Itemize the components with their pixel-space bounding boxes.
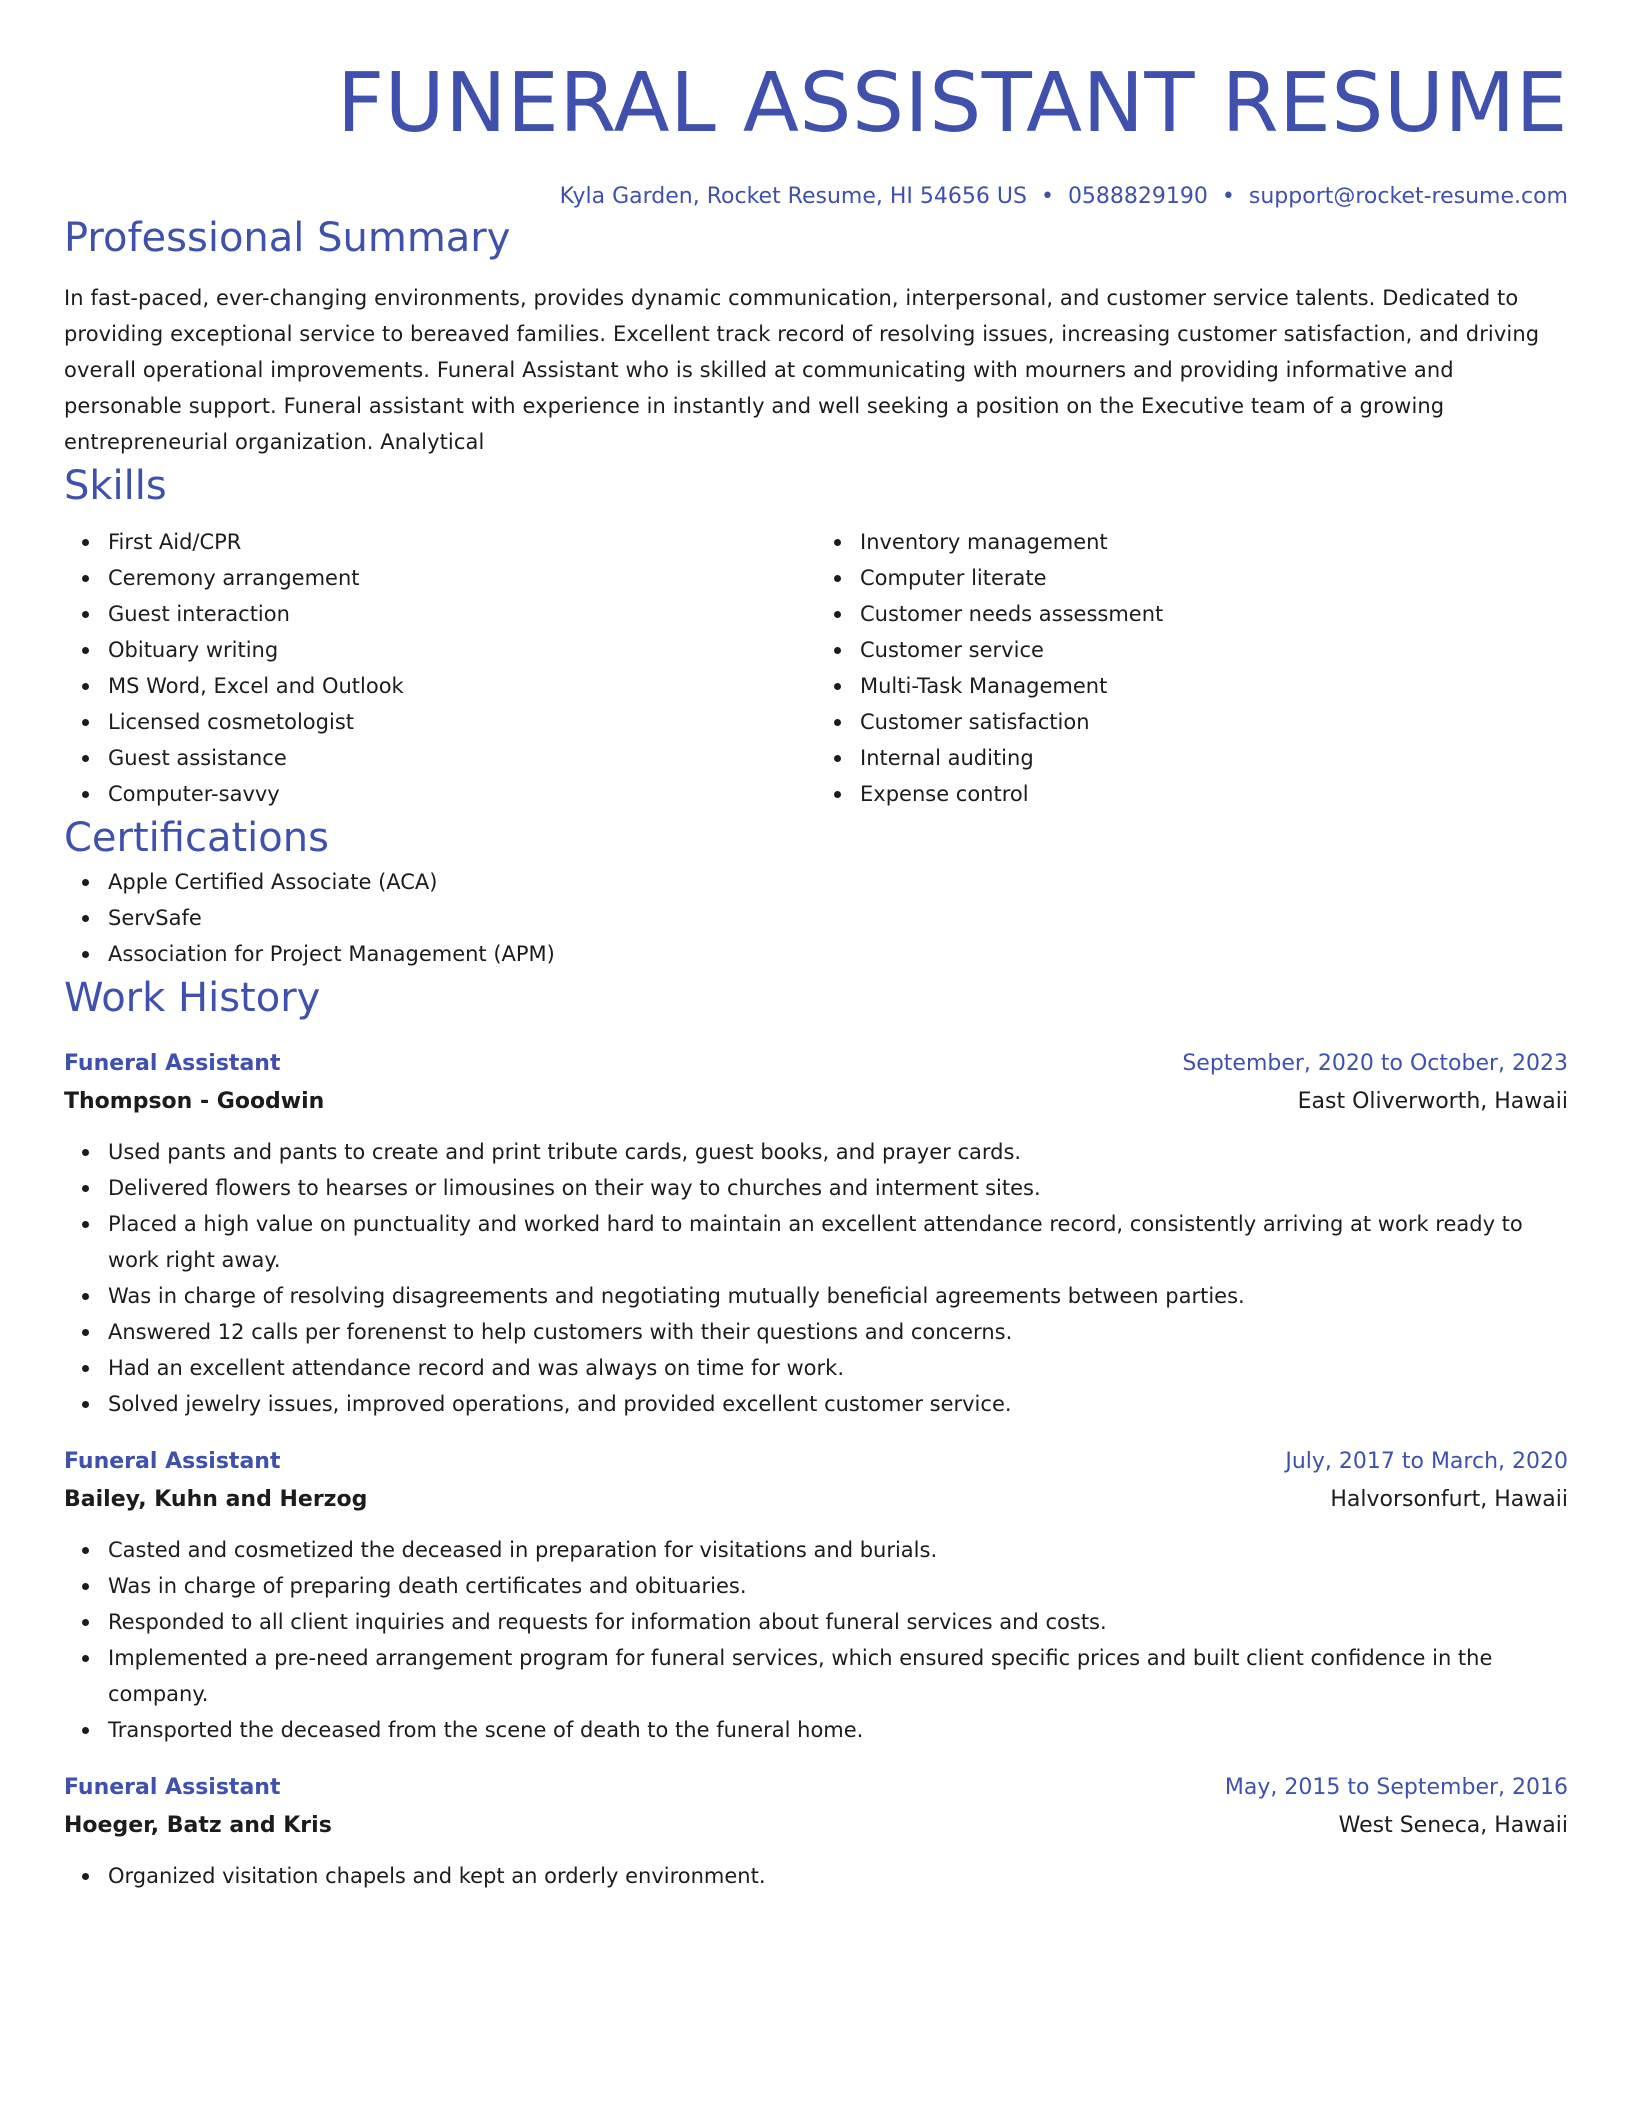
job-dates: September, 2020 to October, 2023 (1182, 1051, 1568, 1076)
job-bullet: Was in charge of preparing death certificates and obituaries. (108, 1568, 1568, 1604)
job-bullets (64, 1858, 1568, 1894)
skill-item: First Aid/CPR (108, 524, 816, 560)
summary-text: In fast-paced, ever-changing environments, provides dynamic communication, interpersonal, and customer service talents. Dedicated to providing exceptional service to bereaved families. Excellent track record of resolving issues, increasing customer satisfaction, and driving overall operational improvements. Funeral Assistant who is skilled at communicating with mourners and providing informative and personable support. Funeral assistant with experience in instantly and well seeking a position on the Executive team of a growing entrepreneurial organization. Analytical (64, 286, 1540, 454)
skill-item: Obituary writing (108, 632, 816, 668)
skill-item: Customer service (860, 632, 1568, 668)
job-entry (64, 1046, 1568, 1422)
skill-item: MS Word, Excel and Outlook (108, 668, 816, 704)
certifications-list (64, 864, 1568, 972)
job-title: Funeral Assistant (64, 1449, 281, 1474)
job-title-row (64, 1046, 1568, 1082)
summary-heading: Professional Summary (64, 215, 511, 261)
skill-item: Computer-savvy (108, 776, 816, 812)
job-title: Funeral Assistant (64, 1775, 281, 1800)
contact-address: Kyla Garden, Rocket Resume, HI 54656 US (559, 184, 1027, 209)
contact-email: support@rocket-resume.com (1248, 184, 1568, 209)
skill-item: Multi-Task Management (860, 668, 1568, 704)
skill-item: Guest assistance (108, 740, 816, 776)
job-bullets (64, 1532, 1568, 1748)
certification-item: Association for Project Management (APM) (108, 936, 1568, 972)
skill-item: Internal auditing (860, 740, 1568, 776)
skills-list-right (816, 524, 1568, 812)
job-bullet: Used pants and pants to create and print tribute cards, guest books, and prayer cards. (108, 1134, 1568, 1170)
job-location: Halvorsonfurt, Hawaii (1330, 1487, 1568, 1512)
job-bullet: Was in charge of resolving disagreements and negotiating mutually beneficial agreements between parties. (108, 1278, 1568, 1314)
job-bullet: Delivered flowers to hearses or limousines on their way to churches and interment sites. (108, 1170, 1568, 1206)
page-title: FUNERAL ASSISTANT RESUME (337, 56, 1568, 151)
job-entry (64, 1770, 1568, 1894)
skill-item: Inventory management (860, 524, 1568, 560)
job-dates: May, 2015 to September, 2016 (1224, 1775, 1568, 1800)
contact-phone: 0588829190 (1067, 184, 1208, 209)
job-bullet: Implemented a pre-need arrangement program for funeral services, which ensured specific prices and built client confidence in the company. (108, 1640, 1568, 1712)
job-bullet: Transported the deceased from the scene of death to the funeral home. (108, 1712, 1568, 1748)
skills-columns (64, 524, 1568, 812)
job-location: West Seneca, Hawaii (1338, 1813, 1568, 1838)
certifications-heading: Certifications (64, 815, 329, 861)
job-title: Funeral Assistant (64, 1051, 281, 1076)
certification-item: ServSafe (108, 900, 1568, 936)
contact-line (64, 182, 1568, 212)
job-company-row (64, 1082, 1568, 1122)
skill-item: Customer satisfaction (860, 704, 1568, 740)
skill-item: Guest interaction (108, 596, 816, 632)
job-entry (64, 1444, 1568, 1748)
skill-item: Licensed cosmetologist (108, 704, 816, 740)
contact-separator: • (1040, 184, 1054, 209)
job-bullet: Solved jewelry issues, improved operations, and provided excellent customer service. (108, 1386, 1568, 1422)
job-title-row (64, 1444, 1568, 1480)
job-company-row (64, 1480, 1568, 1520)
skills-heading: Skills (64, 463, 167, 509)
contact-separator: • (1221, 184, 1235, 209)
certification-item: Apple Certified Associate (ACA) (108, 864, 1568, 900)
job-bullet: Organized visitation chapels and kept an orderly environment. (108, 1858, 1568, 1894)
job-company: Thompson - Goodwin (64, 1089, 325, 1114)
work-history-heading: Work History (64, 975, 321, 1021)
job-bullet: Responded to all client inquiries and requests for information about funeral services and costs. (108, 1604, 1568, 1640)
job-company-row (64, 1806, 1568, 1846)
job-bullet: Casted and cosmetized the deceased in preparation for visitations and burials. (108, 1532, 1568, 1568)
job-dates: July, 2017 to March, 2020 (1285, 1449, 1568, 1474)
resume-header (64, 0, 1568, 212)
skill-item: Ceremony arrangement (108, 560, 816, 596)
job-title-row (64, 1770, 1568, 1806)
job-company: Hoeger, Batz and Kris (64, 1813, 332, 1838)
job-bullet: Answered 12 calls per forenenst to help customers with their questions and concerns. (108, 1314, 1568, 1350)
skill-item: Customer needs assessment (860, 596, 1568, 632)
skill-item: Expense control (860, 776, 1568, 812)
job-bullet: Had an excellent attendance record and was always on time for work. (108, 1350, 1568, 1386)
job-bullets (64, 1134, 1568, 1422)
skill-item: Computer literate (860, 560, 1568, 596)
job-location: East Oliverworth, Hawaii (1297, 1089, 1568, 1114)
job-bullet: Placed a high value on punctuality and worked hard to maintain an excellent attendance record, consistently arriving at work ready to work right away. (108, 1206, 1568, 1278)
job-company: Bailey, Kuhn and Herzog (64, 1487, 368, 1512)
skills-list-left (64, 524, 816, 812)
